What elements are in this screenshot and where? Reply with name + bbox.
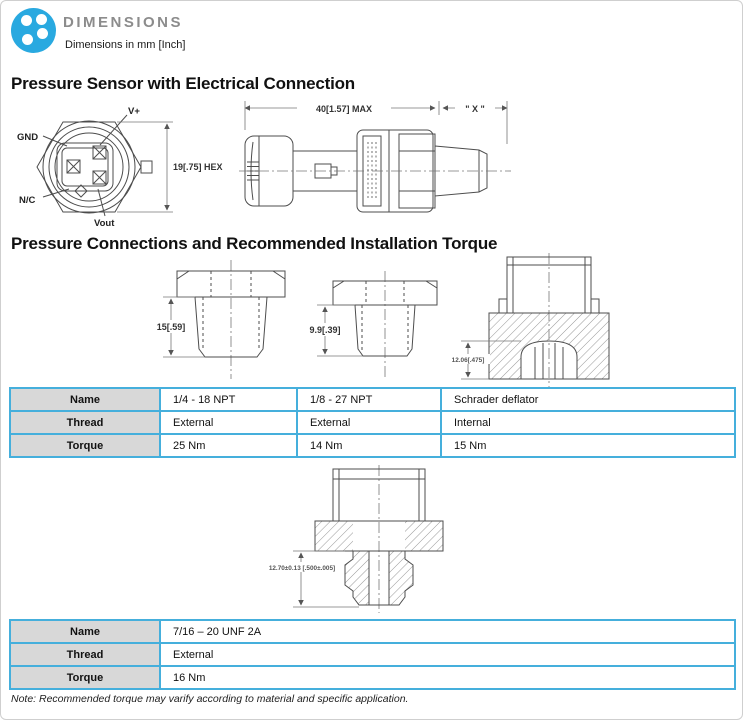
cell-unf-name: 7/16 – 20 UNF 2A	[160, 620, 735, 643]
torque-table-unf	[9, 619, 736, 690]
cell-name-3: Schrader deflator	[441, 388, 735, 411]
table-row	[10, 388, 735, 411]
cell-unf-torque: 16 Nm	[160, 666, 735, 689]
cell-torque-1: 25 Nm	[160, 434, 297, 457]
length-dimension-label: 40[1.57] MAX	[315, 104, 373, 114]
section-title-electrical: Pressure Sensor with Electrical Connection	[11, 74, 355, 93]
pin-label-gnd: GND	[17, 132, 39, 143]
connector-face-icon	[11, 8, 56, 53]
torque-table-npt	[9, 387, 736, 458]
pin-label-nc: N/C	[19, 195, 36, 206]
unf-fitting-drawing	[261, 463, 481, 615]
cell-name-1: 1/4 - 18 NPT	[160, 388, 297, 411]
npt18-dimension-label: 9.9[.39]	[309, 325, 341, 335]
pin-label-vplus: V+	[128, 106, 140, 117]
npt14-fitting-drawing	[131, 257, 311, 385]
cell-name-2: 1/8 - 27 NPT	[297, 388, 441, 411]
cell-thread-3: Internal	[441, 411, 735, 434]
cell-thread-1: External	[160, 411, 297, 434]
cell-torque-3: 15 Nm	[441, 434, 735, 457]
table-row	[10, 643, 735, 666]
cell-unf-thread: External	[160, 643, 735, 666]
npt18-fitting-drawing	[291, 269, 451, 383]
cell-torque-2: 14 Nm	[297, 434, 441, 457]
table-row	[10, 666, 735, 689]
row-header-torque: Torque	[10, 666, 160, 689]
unf-dimension-label: 12.70±0.13 [.500±.005]	[268, 565, 336, 572]
row-header-torque: Torque	[10, 434, 160, 457]
npt14-dimension-label: 15[.59]	[156, 322, 186, 332]
table-row	[10, 620, 735, 643]
schrader-fitting-drawing	[441, 251, 641, 391]
page-title: DIMENSIONS	[63, 14, 184, 31]
table-row	[10, 411, 735, 434]
hex-dimension-label: 19[.75] HEX	[173, 162, 223, 172]
footnote: Note: Recommended torque may varify according to material and specific application.	[11, 693, 409, 705]
units-subtitle: Dimensions in mm [Inch]	[65, 39, 186, 51]
cell-thread-2: External	[297, 411, 441, 434]
pin-label-vout: Vout	[94, 218, 115, 229]
row-header-name: Name	[10, 620, 160, 643]
row-header-name: Name	[10, 388, 160, 411]
section-title-torque: Pressure Connections and Recommended Installation Torque	[11, 234, 498, 253]
schrader-dimension-label: 12.06[.475]	[451, 357, 485, 364]
connector-front-view-drawing	[9, 99, 239, 229]
row-header-thread: Thread	[10, 411, 160, 434]
table-row	[10, 434, 735, 457]
x-dimension-label: " X "	[465, 104, 485, 114]
sensor-side-view-drawing	[239, 96, 514, 226]
row-header-thread: Thread	[10, 643, 160, 666]
